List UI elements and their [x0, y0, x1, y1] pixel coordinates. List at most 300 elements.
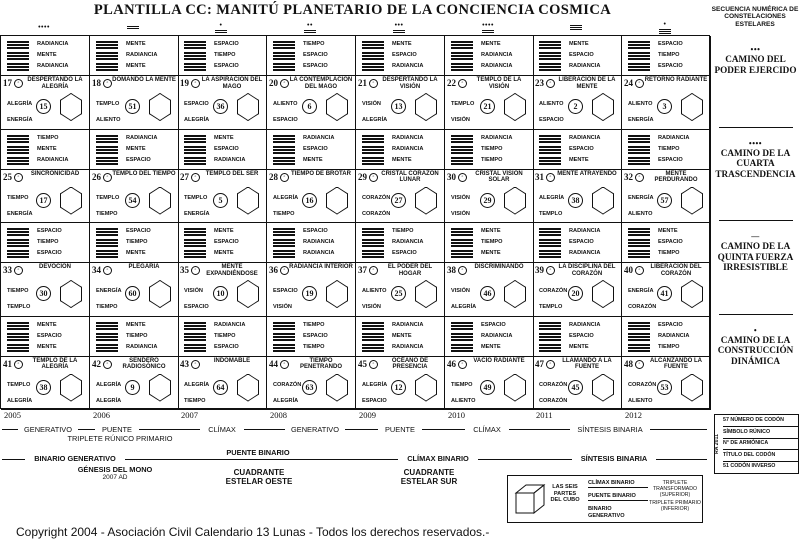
codon-word-top: CORAZÓN [362, 194, 391, 201]
trigram-word: RADIANCIA [481, 332, 513, 339]
codon-title: TEMPLO DEL SER [205, 170, 259, 177]
line-mark [539, 322, 561, 324]
codon-title: TIEMPO DE BROTAR [291, 170, 351, 177]
timeline-sintesis-1: SÍNTESIS BINARIA [570, 426, 650, 434]
trigram-word: TIEMPO [481, 156, 503, 163]
line-mark [273, 160, 295, 162]
trigram-word: RADIANCIA [126, 134, 158, 141]
path-text: CAMINO DE LA CUARTA TRASCENDENCIA [715, 147, 796, 179]
cube-item-climax: CLÍMAX BINARIO [588, 480, 648, 488]
sequence-bar [659, 29, 671, 30]
trigram-row [533, 343, 621, 352]
harmonic-number: 54 [125, 193, 140, 208]
trigram-row [178, 343, 266, 352]
trigram-row [1, 51, 89, 60]
line-mark [628, 322, 650, 324]
trigram-word: RADIANCIA [569, 228, 601, 234]
line-mark [96, 339, 118, 341]
trigram-word: MENTE [37, 343, 57, 350]
trigram-row [178, 134, 266, 143]
trigram-word: ESPACIO [214, 145, 239, 152]
sequence-bar [215, 30, 227, 31]
trigram-block [533, 36, 622, 76]
line-mark [362, 52, 384, 54]
trigram-block [90, 223, 179, 263]
line-mark [96, 138, 118, 140]
line-mark [7, 66, 29, 68]
codon-cell [533, 357, 622, 411]
year-label: 2011 [536, 410, 553, 420]
line-mark [273, 66, 295, 68]
trigram-row [622, 51, 710, 60]
line-mark [628, 350, 650, 352]
trigram-word: RADIANCIA [303, 250, 335, 256]
line-mark [628, 256, 650, 258]
codon-number: 27 [180, 171, 189, 182]
codon-number: 21 [358, 78, 367, 88]
sequence-marker [532, 19, 620, 35]
codon-word-top: VISIÓN [184, 288, 203, 294]
timeline-generativo-2: GENERATIVO [285, 426, 345, 434]
trigram-row [445, 249, 533, 258]
line-mark [451, 141, 473, 143]
legend-item: TÍTULO DEL CODÓN [723, 452, 798, 462]
harmonic-number: 3 [657, 99, 672, 114]
line-mark [628, 328, 650, 330]
rune-icon: ◦ [280, 360, 289, 369]
trigram-word: RADIANCIA [37, 63, 69, 69]
line-mark [451, 336, 473, 338]
sequence-marker [0, 19, 88, 35]
rune-icon: ◦ [14, 79, 23, 88]
codon-cell [267, 170, 356, 224]
codon-word-bottom: TIEMPO [184, 397, 206, 404]
line-mark [362, 58, 384, 60]
codon-title: MENTE ATRAYENDO [557, 170, 617, 177]
line-mark [184, 344, 206, 346]
harmonic-number: 46 [480, 286, 495, 301]
line-mark [273, 250, 295, 252]
codon-title: CRISTAL VISIÓN SOLAR [475, 170, 523, 184]
codon-title: LA ASPIRACIÓN DEL MAGO [201, 77, 263, 90]
cube-caption: LAS SEIS PARTES DEL CUBO [550, 484, 580, 503]
codon-cell [445, 263, 534, 317]
codon-number: 28 [269, 171, 278, 182]
codon-word-bottom: VISIÓN [451, 210, 470, 217]
line-mark [7, 47, 29, 49]
line-mark [628, 239, 650, 241]
line-mark [96, 253, 118, 255]
codon-title: TIEMPO PENETRANDO [299, 357, 342, 371]
trigram-word: TIEMPO [214, 332, 236, 339]
trigram-word: MENTE [37, 321, 57, 328]
trigram-row [356, 321, 444, 330]
line-mark [539, 231, 561, 233]
sequence-marker [266, 19, 354, 35]
trigram-word: MENTE [126, 41, 146, 47]
line-mark [7, 253, 29, 255]
cuadrante-sur: CUADRANTE ESTELAR SUR [400, 468, 458, 486]
trigram-row [356, 51, 444, 60]
line-mark [362, 328, 384, 330]
line-mark [184, 234, 206, 236]
trigram-word: RADIANCIA [392, 134, 424, 141]
codon-title: TEMPLO DEL TIEMPO [112, 170, 176, 177]
paths-column [711, 35, 800, 409]
line-mark [451, 163, 473, 165]
trigram-word: TIEMPO [126, 239, 148, 245]
line-mark [273, 231, 295, 233]
sequence-bar [215, 32, 227, 33]
trigram-row [267, 51, 355, 60]
trigram-row [533, 51, 621, 60]
trigram-block [533, 317, 622, 357]
trigram-word: TIEMPO [37, 239, 59, 245]
line-mark [362, 322, 384, 324]
trigram-row [267, 62, 355, 71]
codon-word-top: ESPACIO [273, 288, 298, 294]
line-mark [539, 146, 561, 148]
codon-word-top: TEMPLO [96, 194, 120, 201]
line-mark [7, 347, 29, 349]
line-mark [273, 138, 295, 140]
sequence-caption: SECUENCIA NUMÉRICA DE CONSTELACIONES ESTELARES [711, 6, 799, 28]
trigram-word: RADIANCIA [392, 321, 424, 328]
genesis-del-mono: GÉNESIS DEL MONO [77, 465, 153, 474]
codon-cell [533, 263, 622, 317]
sequence-marker [89, 19, 177, 35]
trigram-row [267, 321, 355, 330]
line-mark [273, 52, 295, 54]
line-mark [184, 135, 206, 137]
codon-word-bottom: ALEGRÍA [451, 304, 477, 310]
trigram-block [178, 36, 267, 76]
codon-cell [622, 170, 711, 224]
trigram-block [1, 130, 90, 170]
line-mark [184, 149, 206, 151]
trigram-block [533, 223, 622, 263]
rune-icon: ◦ [546, 79, 555, 88]
line-mark [96, 141, 118, 143]
harmonic-number: 30 [36, 286, 51, 301]
harmonic-number: 36 [213, 99, 228, 114]
codon-number: 40 [624, 265, 633, 275]
line-mark [628, 336, 650, 338]
codon-word-top: VISIÓN [362, 101, 381, 107]
codon-title: TEMPLO DE LA VISIÓN [476, 77, 522, 90]
line-mark [539, 69, 561, 71]
line-mark [184, 138, 206, 140]
line-mark [628, 69, 650, 71]
line-mark [96, 350, 118, 352]
path-label [711, 139, 800, 180]
trigram-word: ESPACIO [392, 52, 417, 58]
sequence-bar [304, 32, 316, 33]
line-mark [362, 135, 384, 137]
trigram-row [356, 40, 444, 49]
line-mark [362, 231, 384, 233]
codon-word-bottom: ENERGÍA [7, 210, 33, 217]
codon-word-bottom: ESPACIO [362, 397, 387, 404]
line-mark [451, 66, 473, 68]
trigram-block [1, 223, 90, 263]
line-mark [184, 163, 206, 165]
line-mark [96, 157, 118, 159]
trigram-row [356, 134, 444, 143]
codon-cell [267, 263, 356, 317]
trigram-word: MENTE [37, 145, 57, 152]
line-mark [7, 256, 29, 258]
trigram-word: TIEMPO [658, 145, 680, 152]
rune-icon: ◦ [280, 79, 289, 88]
year-label: 2010 [448, 410, 465, 420]
rune-icon: ◦ [191, 79, 200, 88]
codon-word-bottom: ENERGÍA [628, 117, 654, 123]
line-mark [362, 163, 384, 165]
line-mark [451, 256, 473, 258]
codon-cell [178, 357, 267, 411]
codon-word-top: ENERGÍA [628, 194, 654, 201]
trigram-word: MENTE [481, 250, 501, 256]
line-mark [7, 245, 29, 247]
path-dots: ••• [750, 45, 761, 54]
trigram-row [622, 238, 710, 247]
line-mark [451, 138, 473, 140]
line-mark [539, 149, 561, 151]
trigram-block [178, 223, 267, 263]
trigram-word: ESPACIO [481, 321, 506, 328]
codon-word-bottom: ALEGRÍA [96, 397, 122, 404]
copyright: Copyright 2004 - Asociación Civil Calendario 13 Lunas - Todos los derechos reservados.- [16, 525, 490, 539]
codon-word-top: ALEGRÍA [7, 101, 33, 107]
sequence-dots: •• [307, 20, 313, 29]
trigram-row [267, 156, 355, 165]
line-mark [451, 228, 473, 230]
legend-box [714, 414, 799, 474]
trigram-row [356, 249, 444, 258]
line-mark [273, 253, 295, 255]
codon-title: LA DISCIPLINA DEL CORAZÓN [558, 264, 616, 277]
trigram-row [267, 238, 355, 247]
line-mark [539, 66, 561, 68]
line-mark [184, 66, 206, 68]
harmonic-number: 38 [36, 380, 51, 395]
trigram-row [1, 40, 89, 49]
codon-word-bottom: ALIENTO [451, 397, 476, 404]
trigram-row [1, 238, 89, 247]
line-mark [184, 231, 206, 233]
trigram-row [1, 249, 89, 258]
line-mark [96, 325, 118, 327]
sequence-bar [393, 32, 405, 33]
line-mark [7, 250, 29, 252]
rune-icon: ◦ [14, 360, 23, 369]
trigram-row [178, 51, 266, 60]
codon-word-bottom: ESPACIO [539, 117, 564, 123]
rune-icon: ◦ [458, 266, 467, 275]
line-mark [539, 339, 561, 341]
trigram-word: MENTE [481, 228, 501, 234]
sequence-bar [482, 32, 494, 33]
line-mark [362, 347, 384, 349]
line-mark [539, 141, 561, 143]
trigram-row [90, 238, 178, 247]
line-mark [184, 160, 206, 162]
trigram-word: TIEMPO [481, 239, 503, 245]
trigram-word: ESPACIO [37, 228, 62, 234]
rune-icon: ◦ [191, 173, 200, 182]
line-mark [451, 253, 473, 255]
codon-cell [445, 170, 534, 224]
line-mark [451, 242, 473, 244]
line-mark [628, 135, 650, 137]
codon-title: SENDERO RADIOSÓNICO [122, 357, 166, 371]
line-mark [7, 242, 29, 244]
codon-number: 23 [535, 78, 544, 88]
codon-title: RADIANCIA INTERIOR [289, 264, 353, 270]
trigram-word: ESPACIO [214, 239, 239, 245]
line-mark [362, 339, 384, 341]
rune-icon: ◦ [546, 173, 555, 182]
line-mark [451, 250, 473, 252]
codon-cell [90, 76, 179, 130]
codon-word-bottom: TEMPLO [7, 304, 31, 310]
line-mark [451, 146, 473, 148]
codon-word-top: ALEGRÍA [362, 381, 388, 388]
trigram-word: MENTE [569, 41, 589, 47]
codon-title: LIBERACIÓN DEL CORAZÓN [650, 264, 702, 277]
trigram-word: ESPACIO [658, 239, 683, 245]
line-mark [362, 239, 384, 241]
codon-title: LLAMANDO A LA FUENTE [562, 357, 612, 371]
codon-cell [267, 357, 356, 411]
trigram-row [533, 332, 621, 341]
trigram-block [90, 317, 179, 357]
sequence-bar [659, 33, 671, 34]
binario-generativo: BINARIO GENERATIVO [25, 455, 125, 463]
year-label: 2005 [4, 410, 21, 420]
line-mark [7, 138, 29, 140]
line-mark [362, 152, 384, 154]
trigram-block [1, 317, 90, 357]
line-mark [273, 350, 295, 352]
trigram-block [533, 130, 622, 170]
trigram-word: TIEMPO [658, 250, 680, 256]
line-mark [7, 160, 29, 162]
codon-word-top: ALIENTO [539, 101, 564, 107]
codon-word-bottom: ESPACIO [184, 304, 209, 310]
harmonic-number: 16 [302, 193, 317, 208]
trigram-block [445, 317, 534, 357]
sequence-markers [0, 19, 710, 35]
trigram-word: ESPACIO [214, 343, 239, 350]
codon-word-bottom: VISIÓN [273, 304, 292, 310]
trigram-word: ESPACIO [658, 41, 683, 47]
harmonic-number: 60 [125, 286, 140, 301]
line-mark [628, 253, 650, 255]
climax-binario: CLÍMAX BINARIO [398, 455, 478, 463]
line-mark [539, 333, 561, 335]
sequence-bar [659, 31, 671, 32]
trigram-row [90, 40, 178, 49]
harmonic-number: 27 [391, 193, 406, 208]
line-mark [628, 66, 650, 68]
line-mark [628, 52, 650, 54]
line-mark [7, 58, 29, 60]
trigram-row [267, 134, 355, 143]
trigram-block [267, 317, 356, 357]
legend-item: 51 CODÓN INVERSO [723, 463, 776, 469]
line-mark [96, 52, 118, 54]
codon-cell [533, 76, 622, 130]
codon-title: ALCANZANDO LA FUENTE [650, 357, 702, 371]
line-mark [539, 63, 561, 65]
timeline-generativo-1: GENERATIVO [18, 426, 78, 434]
line-mark [628, 242, 650, 244]
trigram-row [445, 40, 533, 49]
trigram-block [622, 130, 711, 170]
trigram-row [622, 134, 710, 143]
trigram-block [356, 317, 445, 357]
line-mark [628, 333, 650, 335]
line-mark [451, 63, 473, 65]
line-mark [96, 149, 118, 151]
year-label: 2007 [181, 410, 198, 420]
trigram-word: MENTE [569, 343, 589, 350]
line-mark [273, 55, 295, 57]
line-mark [184, 347, 206, 349]
page-title: PLANTILLA CC: MANITÚ PLANETARIO DE LA CONCIENCIA COSMICA [93, 2, 612, 18]
harmonic-number: 17 [36, 193, 51, 208]
line-mark [184, 152, 206, 154]
line-mark [362, 250, 384, 252]
line-mark [362, 44, 384, 46]
line-mark [539, 239, 561, 241]
line-mark [96, 250, 118, 252]
codon-title: MENTE EXPANDIÉNDOSE [206, 264, 258, 277]
line-mark [451, 157, 473, 159]
codon-word-top: TIEMPO [451, 381, 473, 388]
codon-cell [90, 170, 179, 224]
trigram-row [90, 249, 178, 258]
line-mark [273, 47, 295, 49]
line-mark [96, 344, 118, 346]
codon-number: 25 [3, 171, 12, 182]
harmonic-number: 13 [391, 99, 406, 114]
trigram-row [1, 227, 89, 236]
trigram-row [445, 238, 533, 247]
line-mark [184, 58, 206, 60]
cube-box [507, 475, 703, 523]
path-dots: •••• [748, 138, 763, 148]
trigram-row [445, 156, 533, 165]
line-mark [539, 55, 561, 57]
line-mark [628, 146, 650, 148]
line-mark [184, 55, 206, 57]
puente-binario: PUENTE BINARIO [218, 449, 298, 457]
rune-icon: ◦ [103, 360, 112, 369]
trigram-row [533, 156, 621, 165]
codon-word-bottom: ENERGÍA [7, 117, 33, 123]
harmonic-number: 63 [302, 380, 317, 395]
codon-word-top: CORAZÓN [539, 288, 568, 294]
line-mark [451, 149, 473, 151]
line-mark [273, 325, 295, 327]
trigram-row [178, 321, 266, 330]
cube-item-puente: PUENTE BINARIO [588, 493, 648, 501]
line-mark [273, 152, 295, 154]
codon-title: DESPERTANDO LA ALEGRÍA [27, 77, 83, 90]
